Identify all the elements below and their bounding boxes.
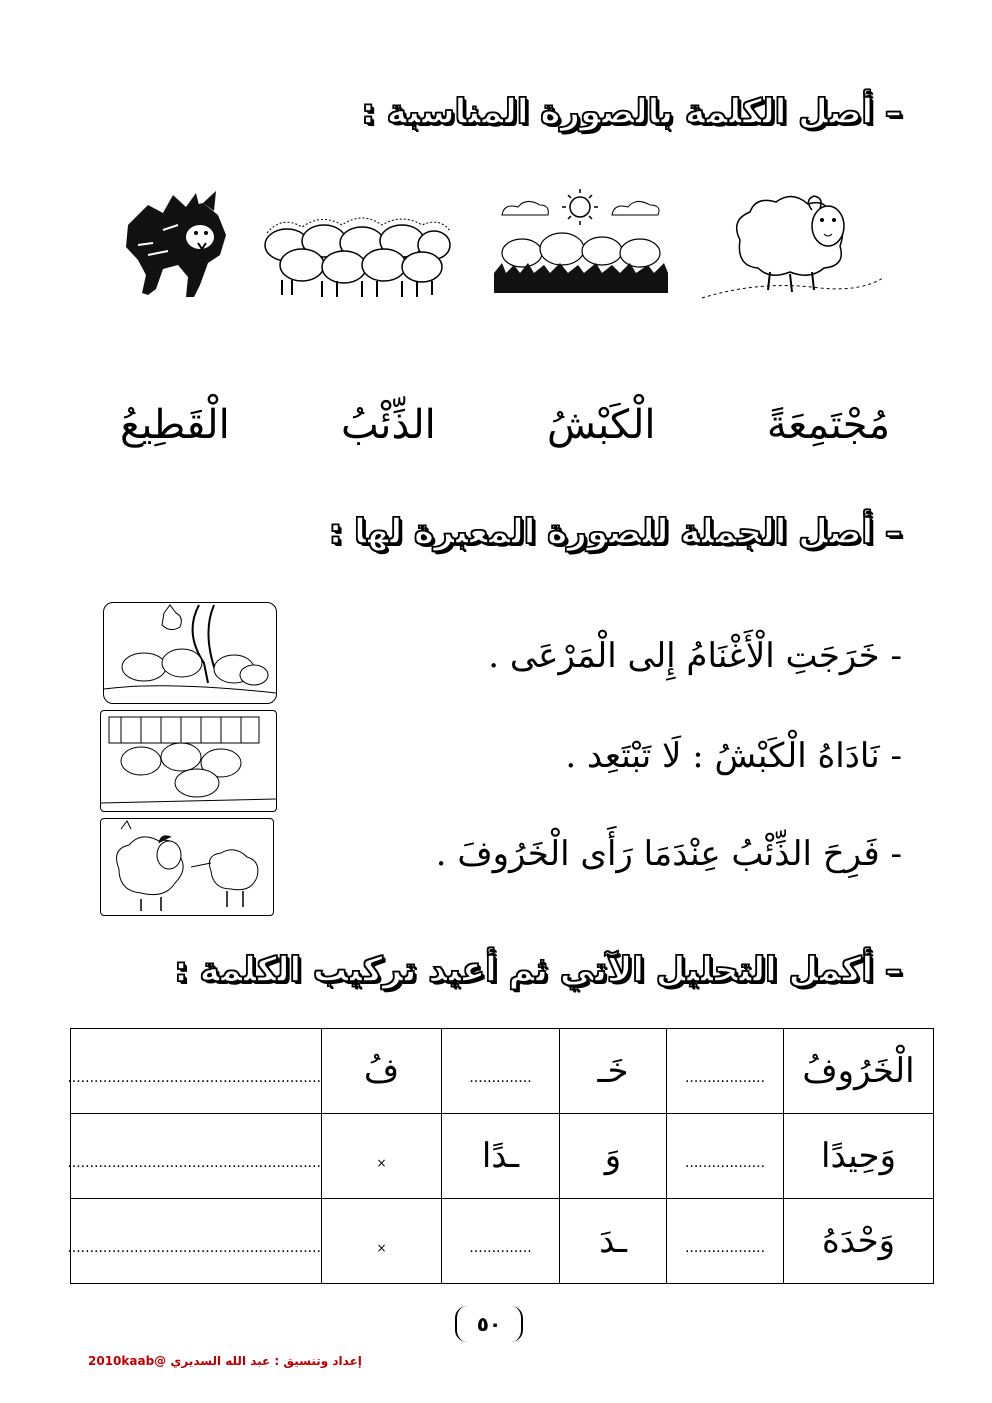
table-cell-answer[interactable] — [67, 1199, 322, 1284]
table-cell-word: وَحْدَهُ — [784, 1199, 934, 1284]
table-cell-word: الْخَرُوفُ — [784, 1029, 934, 1114]
table-cell-letter: ـدًا — [442, 1114, 560, 1199]
table-cell-letter: وَ — [560, 1114, 667, 1199]
table-cell-letter: ـدَ — [560, 1199, 667, 1284]
word-choices — [120, 390, 890, 460]
analysis-table — [67, 1028, 934, 1284]
table-cell-blank[interactable] — [667, 1199, 784, 1284]
heading-match-word-picture: – أصل الكلمة بالصورة المناسبة : — [361, 92, 902, 132]
word-item: الْكَبْشُ — [547, 402, 656, 448]
table-cell-letter: فُ — [322, 1029, 442, 1114]
table-cell-answer[interactable] — [67, 1029, 322, 1114]
table-row — [71, 1199, 934, 1284]
word-item: الذِّئْبُ — [341, 402, 436, 448]
table-cell-blank[interactable] — [442, 1199, 560, 1284]
dotted-blank: .............. — [469, 1240, 532, 1256]
dotted-blank: .................. — [684, 1070, 766, 1086]
table-cell-answer[interactable] — [67, 1114, 322, 1199]
cross-mark: × — [376, 1156, 387, 1170]
dotted-blank: ......................................................... — [67, 1155, 321, 1171]
sentence-3: - فَرِحَ الذِّئْبُ عِنْدَمَا رَأَى الْخَرُوفَ . — [435, 834, 902, 874]
thumbnail-sheep-tree — [103, 602, 277, 704]
heading-match-sentence-picture: – أصل الجملة للصورة المعبرة لها : — [328, 512, 902, 552]
dotted-blank: .................. — [684, 1240, 766, 1256]
table-row — [71, 1029, 934, 1114]
sun-meadow-icon — [492, 185, 670, 300]
table-cell-blank[interactable] — [667, 1029, 784, 1114]
herd-icon — [262, 205, 452, 300]
page-number: ٥٠ — [455, 1306, 523, 1342]
dotted-blank: ......................................................... — [67, 1240, 321, 1256]
dotted-blank: ......................................................... — [67, 1070, 321, 1086]
cross-mark: × — [376, 1241, 387, 1255]
credit-line: إعداد وتنسيق : عبد الله السديري @2010kaab — [88, 1354, 362, 1368]
dotted-blank: .............. — [469, 1070, 532, 1086]
table-cell-word: وَحِيدًا — [784, 1114, 934, 1199]
thumbnail-sheep-barn — [100, 710, 277, 812]
sentence-1: - خَرَجَتِ الْأَغْنَامُ إِلى الْمَرْعَى . — [488, 636, 902, 676]
table-cell-letter: خَـ — [560, 1029, 667, 1114]
table-cell-blank[interactable] — [667, 1114, 784, 1199]
dotted-blank: .................. — [684, 1155, 766, 1171]
heading-complete-analysis: – أكمل التحليل الآتي ثم أعيد تركيب الكلمة : — [174, 950, 902, 990]
wolf-icon — [108, 185, 238, 303]
thumbnail-ram-lamb — [100, 818, 274, 916]
table-cell-empty — [322, 1114, 442, 1199]
sentence-2: - نَادَاهُ الْكَبْشُ : لَا تَبْتَعِد . — [565, 736, 902, 776]
word-item: الْقَطِيعُ — [120, 402, 230, 448]
table-row — [71, 1114, 934, 1199]
table-cell-blank[interactable] — [442, 1029, 560, 1114]
word-item: مُجْتَمِعَةً — [766, 402, 890, 448]
table-cell-empty — [322, 1199, 442, 1284]
ram-icon — [700, 180, 885, 302]
